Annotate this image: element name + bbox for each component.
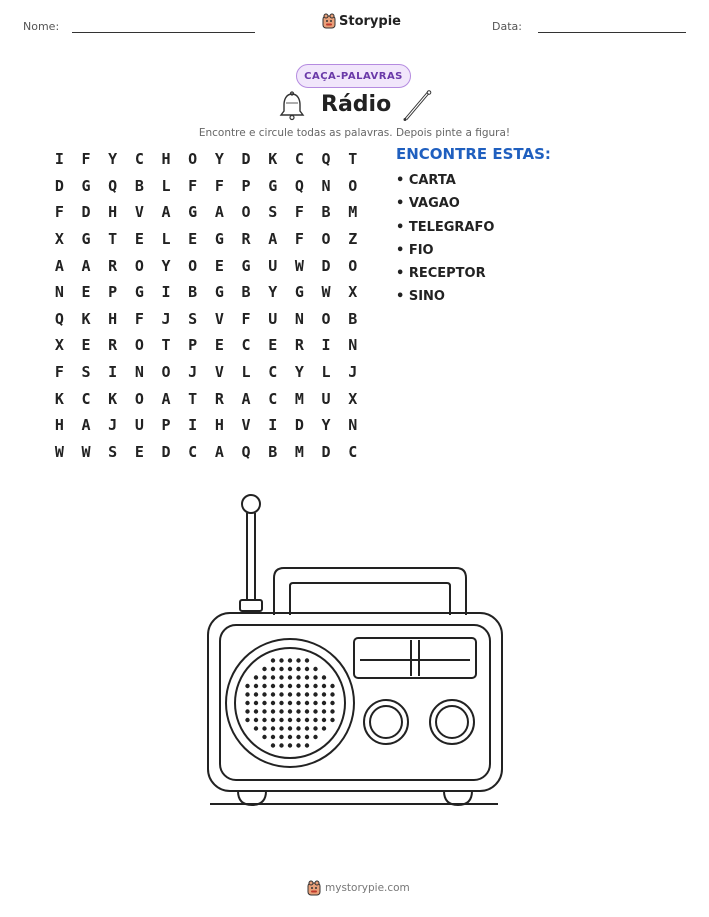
- grid-cell[interactable]: E: [134, 442, 144, 461]
- speaker-dot: [305, 684, 309, 688]
- speaker-dot: [296, 735, 300, 739]
- speaker-dot: [330, 709, 334, 713]
- grid-cell[interactable]: H: [108, 203, 118, 222]
- grid-cell[interactable]: J: [108, 416, 118, 435]
- speaker-dot: [288, 726, 292, 730]
- brand-name: Storypie: [339, 13, 401, 29]
- speaker-dot: [313, 718, 317, 722]
- grid-row: [46, 146, 366, 173]
- grid-cell[interactable]: I: [268, 416, 278, 435]
- grid-cell[interactable]: L: [161, 230, 171, 249]
- grid-cell[interactable]: H: [214, 416, 224, 435]
- grid-cell[interactable]: V: [241, 416, 251, 435]
- grid-cell[interactable]: V: [214, 309, 224, 328]
- speaker-dot: [305, 667, 309, 671]
- grid-cell[interactable]: T: [161, 336, 171, 355]
- speaker-dot: [254, 709, 258, 713]
- speaker-dot: [322, 709, 326, 713]
- storypie-logo-icon: [322, 13, 336, 29]
- storypie-logo-icon: [307, 880, 321, 896]
- grid-cell[interactable]: W: [81, 442, 91, 461]
- grid-cell[interactable]: S: [188, 309, 198, 328]
- speaker-dot: [305, 743, 309, 747]
- speaker-dot: [305, 726, 309, 730]
- grid-cell[interactable]: N: [134, 363, 144, 382]
- grid-cell[interactable]: C: [81, 389, 91, 408]
- speaker-dot: [262, 709, 266, 713]
- grid-cell[interactable]: D: [321, 442, 331, 461]
- grid-cell[interactable]: G: [294, 283, 304, 302]
- grid-cell[interactable]: G: [134, 283, 144, 302]
- grid-cell[interactable]: J: [161, 309, 171, 328]
- grid-cell[interactable]: A: [81, 416, 91, 435]
- name-label: Nome:: [23, 20, 60, 33]
- speaker-dot: [322, 675, 326, 679]
- speaker-dot: [288, 692, 292, 696]
- grid-cell[interactable]: O: [241, 203, 251, 222]
- grid-cell[interactable]: O: [134, 389, 144, 408]
- grid-cell[interactable]: K: [268, 150, 278, 169]
- grid-cell[interactable]: I: [188, 416, 198, 435]
- word-list-item: • RECEPTOR: [396, 266, 486, 282]
- grid-cell[interactable]: E: [214, 256, 224, 275]
- grid-cell[interactable]: Y: [321, 416, 331, 435]
- antenna-wand-icon: [402, 90, 432, 122]
- grid-cell[interactable]: D: [241, 150, 251, 169]
- speaker-dot: [262, 718, 266, 722]
- grid-cell[interactable]: N: [348, 336, 358, 355]
- grid-row: [46, 385, 366, 412]
- grid-cell[interactable]: Q: [108, 176, 118, 195]
- word-list-title: ENCONTRE ESTAS:: [396, 145, 551, 163]
- speaker-dot: [279, 743, 283, 747]
- grid-cell[interactable]: Q: [321, 150, 331, 169]
- grid-row: [46, 173, 366, 200]
- grid-cell[interactable]: S: [108, 442, 118, 461]
- grid-row: [46, 306, 366, 333]
- grid-cell[interactable]: F: [134, 309, 144, 328]
- word-list-item: • TELEGRAFO: [396, 219, 495, 235]
- grid-cell[interactable]: C: [348, 442, 358, 461]
- grid-cell[interactable]: F: [294, 203, 304, 222]
- speaker-dot: [288, 684, 292, 688]
- grid-cell[interactable]: J: [188, 363, 198, 382]
- grid-cell[interactable]: O: [348, 176, 358, 195]
- speaker-dot: [279, 667, 283, 671]
- speaker-dot: [313, 726, 317, 730]
- speaker-dot: [288, 718, 292, 722]
- grid-row: [46, 412, 366, 439]
- speaker-dot: [296, 743, 300, 747]
- speaker-dot: [288, 709, 292, 713]
- grid-cell[interactable]: P: [108, 283, 118, 302]
- grid-cell[interactable]: O: [348, 256, 358, 275]
- speaker-dot: [313, 692, 317, 696]
- speaker-dot: [254, 726, 258, 730]
- grid-cell[interactable]: H: [54, 416, 64, 435]
- speaker-dot: [271, 718, 275, 722]
- speaker-dot: [296, 684, 300, 688]
- grid-cell[interactable]: Y: [268, 283, 278, 302]
- speaker-dot: [305, 735, 309, 739]
- grid-cell[interactable]: P: [241, 176, 251, 195]
- grid-cell[interactable]: D: [161, 442, 171, 461]
- grid-cell[interactable]: K: [108, 389, 118, 408]
- grid-cell[interactable]: F: [294, 230, 304, 249]
- grid-row: [46, 226, 366, 253]
- grid-cell[interactable]: B: [348, 309, 358, 328]
- grid-row: [46, 359, 366, 386]
- grid-cell[interactable]: C: [188, 442, 198, 461]
- grid-cell[interactable]: C: [268, 389, 278, 408]
- word-list-item: • CARTA: [396, 173, 456, 188]
- grid-cell[interactable]: B: [321, 203, 331, 222]
- grid-cell[interactable]: Z: [348, 230, 358, 249]
- grid-cell[interactable]: M: [348, 203, 358, 222]
- speaker-dot: [271, 709, 275, 713]
- grid-cell[interactable]: H: [161, 150, 171, 169]
- grid-cell[interactable]: G: [81, 230, 91, 249]
- grid-cell[interactable]: N: [321, 176, 331, 195]
- speaker-dot: [262, 692, 266, 696]
- grid-cell[interactable]: P: [161, 416, 171, 435]
- grid-cell[interactable]: B: [268, 442, 278, 461]
- grid-cell[interactable]: J: [348, 363, 358, 382]
- speaker-dot: [271, 692, 275, 696]
- speaker-dot: [288, 658, 292, 662]
- speaker-dot: [271, 658, 275, 662]
- grid-cell[interactable]: C: [294, 150, 304, 169]
- grid-cell[interactable]: T: [348, 150, 358, 169]
- speaker-dot: [254, 684, 258, 688]
- page-title: Rádio: [321, 92, 392, 117]
- grid-cell[interactable]: W: [54, 442, 64, 461]
- grid-cell[interactable]: Q: [241, 442, 251, 461]
- speaker-dot: [271, 667, 275, 671]
- speaker-dot: [288, 667, 292, 671]
- speaker-dot: [254, 718, 258, 722]
- speaker-dot: [305, 701, 309, 705]
- grid-cell[interactable]: W: [321, 283, 331, 302]
- grid-cell[interactable]: F: [81, 150, 91, 169]
- grid-cell[interactable]: K: [81, 309, 91, 328]
- grid-cell[interactable]: H: [108, 309, 118, 328]
- grid-cell[interactable]: A: [81, 256, 91, 275]
- speaker-dot: [296, 692, 300, 696]
- grid-cell[interactable]: N: [54, 283, 64, 302]
- speaker-dot: [271, 684, 275, 688]
- grid-cell[interactable]: Q: [54, 309, 64, 328]
- grid-cell[interactable]: D: [81, 203, 91, 222]
- speaker-dot: [279, 709, 283, 713]
- speaker-dot: [288, 701, 292, 705]
- speaker-dot: [305, 709, 309, 713]
- speaker-dot: [254, 675, 258, 679]
- grid-cell[interactable]: X: [348, 389, 358, 408]
- speaker-dot: [279, 718, 283, 722]
- grid-cell[interactable]: U: [321, 389, 331, 408]
- grid-cell[interactable]: A: [54, 256, 64, 275]
- grid-cell[interactable]: W: [294, 256, 304, 275]
- speaker-dot: [279, 675, 283, 679]
- grid-cell[interactable]: E: [81, 283, 91, 302]
- grid-cell[interactable]: B: [188, 283, 198, 302]
- grid-cell[interactable]: E: [188, 230, 198, 249]
- grid-cell[interactable]: X: [54, 336, 64, 355]
- grid-cell[interactable]: G: [214, 230, 224, 249]
- grid-row: [46, 332, 366, 359]
- grid-cell[interactable]: T: [188, 389, 198, 408]
- speaker-dot: [313, 735, 317, 739]
- speaker-dot: [330, 718, 334, 722]
- speaker-dot: [296, 658, 300, 662]
- speaker-dot: [322, 718, 326, 722]
- grid-cell[interactable]: I: [161, 283, 171, 302]
- word-list-item: • FIO: [396, 242, 434, 258]
- grid-cell[interactable]: D: [54, 176, 64, 195]
- grid-cell[interactable]: O: [161, 363, 171, 382]
- grid-cell[interactable]: N: [294, 309, 304, 328]
- grid-cell[interactable]: A: [268, 230, 278, 249]
- grid-row: [46, 439, 366, 466]
- speaker-dot: [262, 701, 266, 705]
- grid-cell[interactable]: O: [321, 230, 331, 249]
- speaker-dot: [296, 675, 300, 679]
- radio-illustration: [200, 490, 510, 812]
- grid-cell[interactable]: E: [81, 336, 91, 355]
- grid-cell[interactable]: A: [241, 389, 251, 408]
- speaker-dot: [271, 726, 275, 730]
- grid-cell[interactable]: X: [348, 283, 358, 302]
- speaker-dot: [288, 675, 292, 679]
- grid-cell[interactable]: E: [268, 336, 278, 355]
- grid-cell[interactable]: B: [241, 283, 251, 302]
- grid-cell[interactable]: R: [108, 256, 118, 275]
- speaker-dot: [245, 701, 249, 705]
- speaker-dot: [322, 692, 326, 696]
- grid-cell[interactable]: O: [134, 336, 144, 355]
- grid-cell[interactable]: L: [241, 363, 251, 382]
- grid-cell[interactable]: X: [54, 230, 64, 249]
- grid-cell[interactable]: C: [241, 336, 251, 355]
- grid-cell[interactable]: A: [161, 389, 171, 408]
- grid-cell[interactable]: R: [108, 336, 118, 355]
- speaker-dot: [271, 701, 275, 705]
- speaker-dot: [305, 658, 309, 662]
- grid-cell[interactable]: I: [108, 363, 118, 382]
- speaker-dot: [262, 667, 266, 671]
- grid-cell[interactable]: E: [214, 336, 224, 355]
- grid-cell[interactable]: S: [81, 363, 91, 382]
- grid-cell[interactable]: A: [161, 203, 171, 222]
- speaker-dot: [322, 684, 326, 688]
- footer-url[interactable]: mystorypie.com: [325, 882, 410, 894]
- speaker-dot: [330, 684, 334, 688]
- grid-cell[interactable]: G: [188, 203, 198, 222]
- speaker-dot: [262, 735, 266, 739]
- grid-cell[interactable]: E: [134, 230, 144, 249]
- word-list-item: • SINO: [396, 289, 445, 305]
- grid-row: [46, 279, 366, 306]
- speaker-dot: [245, 718, 249, 722]
- grid-cell[interactable]: I: [54, 150, 64, 169]
- grid-cell[interactable]: C: [134, 150, 144, 169]
- speaker-dot: [322, 726, 326, 730]
- grid-cell[interactable]: K: [54, 389, 64, 408]
- grid-cell[interactable]: R: [241, 230, 251, 249]
- speaker-dot: [262, 675, 266, 679]
- word-list: [396, 145, 551, 313]
- grid-cell[interactable]: L: [321, 363, 331, 382]
- speaker-dot: [296, 667, 300, 671]
- speaker-dot: [313, 684, 317, 688]
- grid-row: [46, 199, 366, 226]
- grid-cell[interactable]: O: [188, 256, 198, 275]
- speaker-dot: [279, 684, 283, 688]
- grid-cell[interactable]: R: [294, 336, 304, 355]
- grid-cell[interactable]: U: [268, 256, 278, 275]
- speaker-dot: [279, 735, 283, 739]
- speaker-dot: [330, 701, 334, 705]
- speaker-dot: [245, 692, 249, 696]
- grid-cell[interactable]: S: [268, 203, 278, 222]
- grid-cell[interactable]: Q: [294, 176, 304, 195]
- grid-cell[interactable]: G: [214, 283, 224, 302]
- grid-cell[interactable]: N: [348, 416, 358, 435]
- date-label: Data:: [492, 20, 522, 33]
- category-badge: CAÇA-PALAVRAS: [296, 64, 411, 88]
- grid-cell[interactable]: I: [321, 336, 331, 355]
- brand: [322, 13, 401, 29]
- word-search-grid: [46, 146, 366, 465]
- speaker-dot: [254, 701, 258, 705]
- speaker-dot: [279, 692, 283, 696]
- speaker-dot: [245, 684, 249, 688]
- grid-cell[interactable]: B: [134, 176, 144, 195]
- grid-cell[interactable]: M: [294, 389, 304, 408]
- speaker-dot: [296, 709, 300, 713]
- speaker-dot: [313, 667, 317, 671]
- grid-cell[interactable]: F: [54, 363, 64, 382]
- grid-cell[interactable]: R: [214, 389, 224, 408]
- grid-row: [46, 252, 366, 279]
- grid-cell[interactable]: Y: [214, 150, 224, 169]
- grid-cell[interactable]: Y: [108, 150, 118, 169]
- speaker-dot: [296, 718, 300, 722]
- grid-cell[interactable]: Y: [161, 256, 171, 275]
- grid-cell[interactable]: D: [294, 416, 304, 435]
- grid-cell[interactable]: F: [188, 176, 198, 195]
- speaker-dot: [271, 675, 275, 679]
- grid-cell[interactable]: C: [268, 363, 278, 382]
- grid-cell[interactable]: V: [214, 363, 224, 382]
- grid-cell[interactable]: O: [188, 150, 198, 169]
- speaker-dot: [305, 692, 309, 696]
- speaker-dot: [288, 743, 292, 747]
- grid-cell[interactable]: F: [241, 309, 251, 328]
- speaker-dot: [271, 743, 275, 747]
- bell-icon: [278, 91, 306, 121]
- speaker-dot: [288, 735, 292, 739]
- speaker-dot: [322, 701, 326, 705]
- grid-cell[interactable]: Y: [294, 363, 304, 382]
- speaker-dot: [262, 726, 266, 730]
- grid-cell[interactable]: A: [214, 203, 224, 222]
- speaker-dot: [305, 675, 309, 679]
- date-line[interactable]: [538, 32, 686, 33]
- grid-cell[interactable]: F: [54, 203, 64, 222]
- name-line[interactable]: [72, 32, 255, 33]
- grid-cell[interactable]: O: [134, 256, 144, 275]
- speaker-dot: [254, 692, 258, 696]
- speaker-dot: [313, 709, 317, 713]
- speaker-dot: [279, 726, 283, 730]
- grid-cell[interactable]: M: [294, 442, 304, 461]
- speaker-dot: [296, 726, 300, 730]
- grid-cell[interactable]: G: [268, 176, 278, 195]
- speaker-dot: [313, 675, 317, 679]
- grid-cell[interactable]: D: [321, 256, 331, 275]
- grid-cell[interactable]: V: [134, 203, 144, 222]
- speaker-dot: [296, 701, 300, 705]
- instructions: Encontre e circule todas as palavras. Depois pinte a figura!: [198, 127, 511, 139]
- speaker-dot: [279, 701, 283, 705]
- word-list-item: • VAGAO: [396, 196, 460, 212]
- speaker-dot: [279, 658, 283, 662]
- grid-cell[interactable]: G: [241, 256, 251, 275]
- speaker-dot: [262, 684, 266, 688]
- speaker-dot: [245, 709, 249, 713]
- grid-cell[interactable]: U: [134, 416, 144, 435]
- grid-cell[interactable]: L: [161, 176, 171, 195]
- grid-cell[interactable]: T: [108, 230, 118, 249]
- speaker-dot: [313, 701, 317, 705]
- grid-cell[interactable]: F: [214, 176, 224, 195]
- grid-cell[interactable]: O: [321, 309, 331, 328]
- grid-cell[interactable]: G: [81, 176, 91, 195]
- speaker-dot: [330, 692, 334, 696]
- grid-cell[interactable]: P: [188, 336, 198, 355]
- grid-cell[interactable]: A: [214, 442, 224, 461]
- grid-cell[interactable]: U: [268, 309, 278, 328]
- speaker-dot: [271, 735, 275, 739]
- footer: [307, 880, 410, 896]
- speaker-dot: [305, 718, 309, 722]
